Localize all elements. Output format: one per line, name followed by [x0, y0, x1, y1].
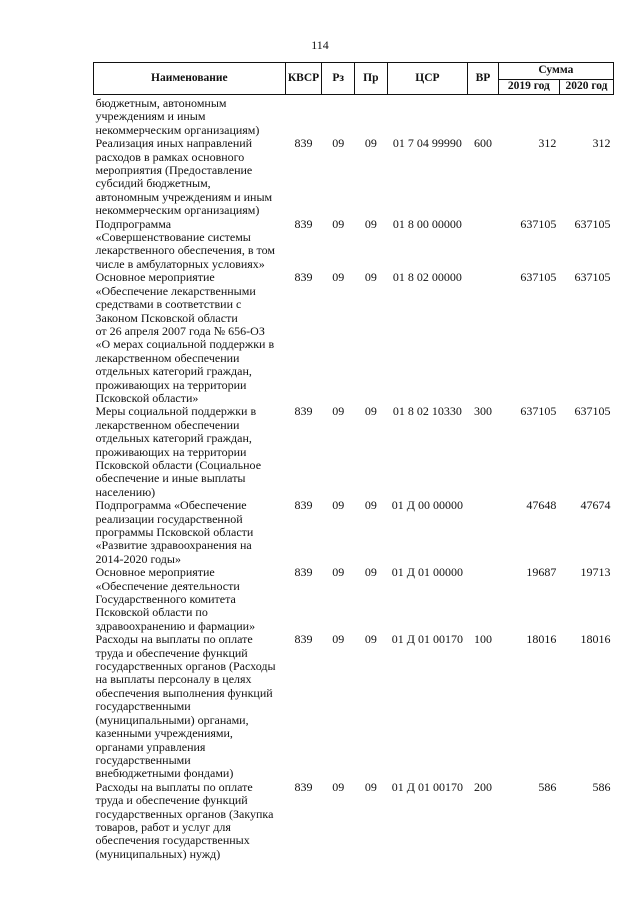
- table-row: [94, 633, 614, 780]
- cell-name: Основное мероприятие «Обеспечение деятельности Государственного комитета Псковской области по здравоохранению и фармации»: [95, 565, 256, 633]
- cell-name: Расходы на выплаты по оплате труда и обеспечение функций государственных органов (Закупка товаров, работ и услуг для обеспечения государственных (муниципальных) нужд): [95, 779, 274, 861]
- table-body: [94, 95, 614, 862]
- cell-sum-2020: 586: [592, 779, 611, 794]
- cell-csr: 01 8 02 00000: [392, 270, 462, 285]
- cell-pr: 09: [364, 565, 377, 580]
- cell-csr: 01 8 02 10330: [392, 404, 462, 419]
- cell-kvsr: [285, 95, 322, 138]
- table-row: [94, 271, 614, 405]
- cell-sum-2019: 637105: [520, 270, 557, 285]
- cell-rz: 09: [332, 632, 345, 647]
- cell-kvsr: 839: [294, 632, 313, 647]
- cell-rz: 09: [332, 136, 345, 151]
- table-row: [94, 566, 614, 633]
- cell-pr: 09: [364, 632, 377, 647]
- cell-rz: 09: [332, 565, 345, 580]
- cell-sum-2019: [498, 95, 559, 138]
- cell-sum-2019: 312: [538, 136, 557, 151]
- cell-pr: 09: [364, 498, 377, 513]
- cell-sum-2020: 312: [592, 136, 611, 151]
- cell-sum-2019: 47648: [526, 498, 557, 513]
- header-rz: Рз: [322, 63, 355, 95]
- header-vr: ВР: [468, 63, 499, 95]
- header-sum: Сумма: [498, 63, 613, 80]
- cell-vr: 100: [473, 632, 492, 647]
- cell-csr: 01 8 00 00000: [392, 216, 462, 231]
- cell-sum-2020: 637105: [574, 404, 611, 419]
- cell-name: Меры социальной поддержки в лекарственном обеспечении отдельных категорий граждан, проживающих на территории Псковской области (Социальное обеспечение и иные выплаты населению): [95, 404, 262, 499]
- cell-rz: [322, 95, 355, 138]
- cell-vr: [468, 218, 499, 272]
- cell-sum-2019: 637105: [520, 216, 557, 231]
- cell-vr: 300: [473, 404, 492, 419]
- cell-name: бюджетным, автономным учреждениям и иным некоммерческим организациям): [95, 96, 260, 137]
- cell-sum-2020: 47674: [580, 498, 611, 513]
- cell-vr: [468, 566, 499, 633]
- cell-sum-2019: 637105: [520, 404, 557, 419]
- header-year-2020: 2020 год: [559, 80, 613, 95]
- cell-pr: 09: [364, 270, 377, 285]
- header-kvsr: КВСР: [285, 63, 322, 95]
- cell-pr: 09: [364, 779, 377, 794]
- cell-rz: 09: [332, 498, 345, 513]
- header-csr: ЦСР: [387, 63, 468, 95]
- cell-kvsr: 839: [294, 404, 313, 419]
- cell-csr: 01 Д 01 00170: [391, 632, 463, 647]
- table-row: [94, 218, 614, 272]
- table-row: [94, 95, 614, 138]
- cell-kvsr: 839: [294, 565, 313, 580]
- cell-sum-2019: 18016: [526, 632, 557, 647]
- cell-rz: 09: [332, 216, 345, 231]
- cell-sum-2020: 637105: [574, 216, 611, 231]
- cell-vr: [468, 499, 499, 566]
- table-row: [94, 137, 614, 217]
- cell-name: Подпрограмма «Совершенствование системы лекарственного обеспечения, в том числе в амбулаторных условиях»: [95, 216, 275, 271]
- cell-name: Расходы на выплаты по оплате труда и обеспечение функций государственных органов (Расходы на выплаты персоналу в целях обеспечения выполнения функций государственными (муниципальными) органами, казенными учреждениями, органами управления государственными внебюджетными фондами): [95, 632, 276, 781]
- cell-name: Основное мероприятие «Обеспечение лекарственными средствами в соответствии с Законом Псковской области от 26 апреля 2007 года № 656-ОЗ «О мерах социальной поддержки в лекарственном обеспечении отдельных категорий граждан, проживающих на территории Псковской области»: [95, 270, 275, 405]
- cell-kvsr: 839: [294, 270, 313, 285]
- cell-vr: [468, 95, 499, 138]
- cell-vr: 600: [473, 136, 492, 151]
- cell-kvsr: 839: [294, 136, 313, 151]
- cell-csr: 01 7 04 99990: [392, 136, 462, 151]
- cell-sum-2020: 18016: [580, 632, 611, 647]
- page-number: 114: [311, 38, 329, 52]
- cell-csr: 01 Д 01 00170: [391, 779, 463, 794]
- header-pr: Пр: [355, 63, 388, 95]
- cell-pr: 09: [364, 216, 377, 231]
- cell-csr: [387, 95, 468, 138]
- cell-pr: 09: [364, 136, 377, 151]
- header-year-2019: 2019 год: [498, 80, 559, 95]
- budget-table: [93, 62, 614, 861]
- table-row: [94, 405, 614, 499]
- cell-sum-2020: [559, 95, 613, 138]
- cell-name: Реализация иных направлений расходов в рамках основного мероприятия (Предоставление субсидий бюджетным, автономным учреждениям и иным некоммерческим организациям): [95, 136, 273, 218]
- cell-name: Подпрограмма «Обеспечение реализации государственной программы Псковской области «Развитие здравоохранения на 2014-2020 годы»: [95, 498, 254, 566]
- cell-pr: 09: [364, 404, 377, 419]
- cell-csr: 01 Д 00 00000: [391, 498, 463, 513]
- cell-sum-2019: 19687: [526, 565, 557, 580]
- cell-rz: 09: [332, 270, 345, 285]
- cell-kvsr: 839: [294, 216, 313, 231]
- cell-csr: 01 Д 01 00000: [391, 565, 463, 580]
- table-row: [94, 499, 614, 566]
- cell-vr: 200: [473, 779, 492, 794]
- cell-vr: [468, 271, 499, 405]
- cell-rz: 09: [332, 404, 345, 419]
- cell-sum-2020: 19713: [580, 565, 611, 580]
- cell-kvsr: 839: [294, 779, 313, 794]
- cell-sum-2019: 586: [538, 779, 557, 794]
- table-row: [94, 781, 614, 861]
- cell-pr: [355, 95, 388, 138]
- cell-rz: 09: [332, 779, 345, 794]
- cell-kvsr: 839: [294, 498, 313, 513]
- header-name: Наименование: [94, 63, 286, 95]
- cell-sum-2020: 637105: [574, 270, 611, 285]
